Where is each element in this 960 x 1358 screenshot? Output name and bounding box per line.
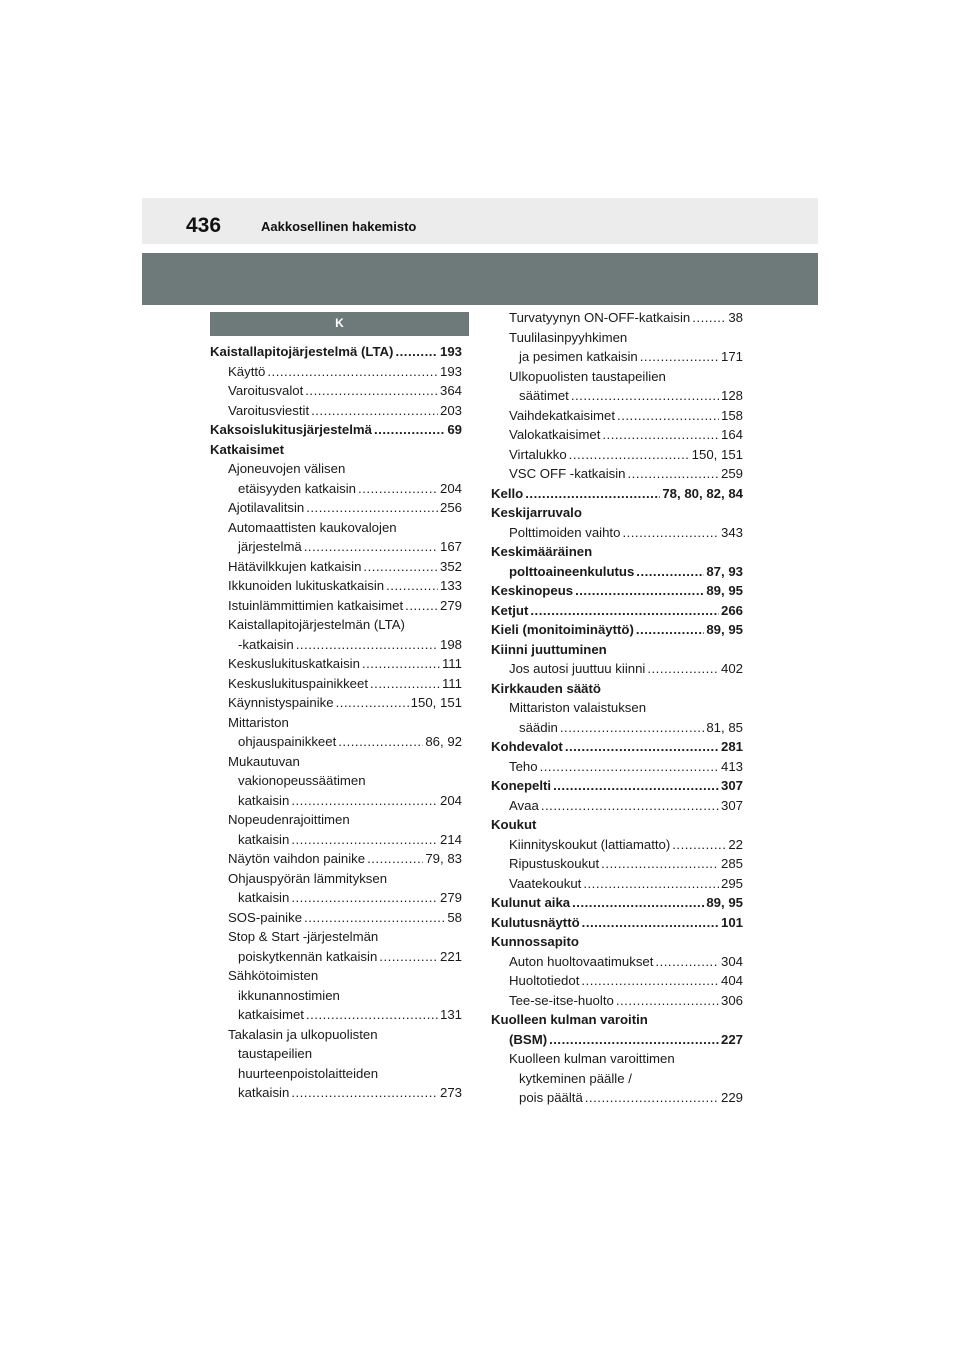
index-entry xyxy=(210,1064,462,1084)
index-term: katkaisin xyxy=(238,1085,290,1100)
index-entry xyxy=(210,732,462,752)
index-term: kytkeminen päälle / xyxy=(519,1070,632,1086)
dot-leader xyxy=(602,425,719,445)
index-entry xyxy=(210,615,462,635)
index-entry xyxy=(491,952,743,972)
index-letter-heading: K xyxy=(210,312,469,336)
page-reference: 229 xyxy=(720,1090,743,1105)
index-term: pois päältä xyxy=(519,1090,583,1105)
index-term: Vaatekoukut xyxy=(509,875,582,891)
page-reference: 203 xyxy=(439,402,462,418)
index-term: Ripustuskoukut xyxy=(509,856,600,871)
index-term: taustapeilien xyxy=(238,1046,313,1061)
index-term: Ohjauspyörän lämmityksen xyxy=(228,870,388,886)
index-term: Kello xyxy=(491,485,524,501)
page-reference: 78, 80, 82, 84 xyxy=(662,485,743,501)
page-reference: 221 xyxy=(439,948,462,964)
index-entry xyxy=(210,908,462,928)
index-term: Jos autosi juuttuu kiinni xyxy=(509,661,646,676)
index-entry xyxy=(210,479,462,499)
index-term: Kaistallapitojärjestelmän (LTA) xyxy=(228,617,405,632)
index-entry xyxy=(491,386,743,406)
dot-leader xyxy=(569,445,690,465)
index-term: Kohdevalot xyxy=(491,739,563,754)
dot-leader xyxy=(379,947,438,967)
index-entry xyxy=(491,815,743,835)
page-reference: 214 xyxy=(439,831,462,847)
page-reference: 279 xyxy=(439,890,462,905)
page-reference: 22 xyxy=(728,836,743,852)
dot-leader xyxy=(305,381,438,401)
page-reference: 285 xyxy=(720,856,743,871)
index-term: Mittariston valaistuksen xyxy=(509,700,647,715)
page-reference: 402 xyxy=(720,661,743,676)
dot-leader xyxy=(296,635,438,655)
page-reference: 158 xyxy=(720,407,743,423)
index-term: Teho xyxy=(509,758,538,774)
dot-leader xyxy=(655,952,719,972)
index-term: Varoitusviestit xyxy=(228,402,310,418)
index-term: Kaistallapitojärjestelmä (LTA) xyxy=(210,344,394,359)
index-entry xyxy=(491,406,743,426)
index-term: etäisyyden katkaisin xyxy=(238,480,357,496)
index-entry xyxy=(491,991,743,1011)
index-entry xyxy=(210,947,462,967)
index-entry xyxy=(491,757,743,777)
index-term: Keskuslukituspainikkeet xyxy=(228,675,369,691)
index-term: Käyttö xyxy=(228,363,266,379)
index-term: Tuulilasinpyyhkimen xyxy=(509,329,628,345)
index-entry xyxy=(210,420,462,440)
page-reference: 256 xyxy=(439,500,462,515)
page-reference: 38 xyxy=(728,310,743,325)
index-term: huurteenpoistolaitteiden xyxy=(238,1065,379,1081)
index-entry xyxy=(210,966,462,986)
dot-leader xyxy=(616,991,719,1011)
page-number: 436 xyxy=(186,214,222,237)
page-reference: 307 xyxy=(720,778,743,793)
page-reference: 89, 95 xyxy=(706,583,743,598)
page-reference: 307 xyxy=(720,797,743,813)
index-term: Mukautuvan xyxy=(228,753,300,769)
page-reference: 81, 85 xyxy=(706,719,743,735)
index-entry xyxy=(491,932,743,952)
dot-leader xyxy=(291,791,438,811)
index-term: katkaisimet xyxy=(238,1007,304,1022)
index-term: järjestelmä xyxy=(238,539,302,554)
index-entry xyxy=(491,484,743,504)
index-term: Keskimääräinen xyxy=(491,544,593,559)
dot-leader xyxy=(530,601,719,621)
index-term: (BSM) xyxy=(509,1031,548,1047)
index-term: Käynnistyspainike xyxy=(228,695,334,710)
index-entry xyxy=(210,381,462,401)
index-entry xyxy=(491,893,743,913)
dot-leader xyxy=(581,971,719,991)
page-reference: 164 xyxy=(720,427,743,442)
index-entry xyxy=(491,737,743,757)
page-reference: 167 xyxy=(439,539,462,554)
page-reference: 111 xyxy=(441,656,462,671)
dot-leader xyxy=(640,347,719,367)
index-entry xyxy=(491,796,743,816)
index-term: Koukut xyxy=(491,817,537,832)
index-term: Ketjut xyxy=(491,602,529,618)
dot-leader xyxy=(583,874,719,894)
index-term: säätimet xyxy=(519,388,569,403)
index-entry xyxy=(210,654,462,674)
index-entry xyxy=(491,913,743,933)
dot-leader xyxy=(525,484,660,504)
index-term: Keskinopeus xyxy=(491,583,574,598)
dot-leader xyxy=(560,718,704,738)
index-entry xyxy=(491,308,743,328)
index-entry xyxy=(210,362,462,382)
index-entry xyxy=(491,1049,743,1069)
index-term: vakionopeussäätimen xyxy=(238,773,366,788)
page-reference: 306 xyxy=(720,992,743,1008)
dot-leader xyxy=(672,835,726,855)
index-entry xyxy=(491,640,743,660)
dot-leader xyxy=(540,757,719,777)
dot-leader xyxy=(374,420,445,440)
index-term: Kiinni juuttuminen xyxy=(491,641,607,657)
index-term: katkaisin xyxy=(238,890,290,905)
page-reference: 111 xyxy=(441,675,462,691)
index-term: Automaattisten kaukovalojen xyxy=(228,519,397,535)
index-term: VSC OFF -katkaisin xyxy=(509,466,626,481)
index-entry xyxy=(491,347,743,367)
index-entry xyxy=(210,342,462,362)
index-entry xyxy=(210,869,462,889)
page-reference: 304 xyxy=(720,953,743,969)
index-term: Konepelti xyxy=(491,778,552,793)
index-term: Kunnossapito xyxy=(491,934,579,949)
page-reference: 69 xyxy=(447,422,462,437)
index-entry xyxy=(491,523,743,543)
page-reference: 413 xyxy=(720,758,743,774)
index-entry xyxy=(210,518,462,538)
dot-leader xyxy=(541,796,719,816)
index-entry xyxy=(491,620,743,640)
page-reference: 193 xyxy=(439,363,462,379)
index-term: Kuolleen kulman varoittimen xyxy=(509,1051,675,1066)
index-term: Kulunut aika xyxy=(491,895,571,910)
index-term: Katkaisimet xyxy=(210,441,285,457)
index-entry xyxy=(491,776,743,796)
index-entry xyxy=(210,986,462,1006)
index-entry xyxy=(210,791,462,811)
index-entry xyxy=(491,971,743,991)
index-entry xyxy=(491,503,743,523)
page-reference: 193 xyxy=(439,344,462,359)
index-term: Auton huoltovaatimukset xyxy=(509,953,654,969)
dot-leader xyxy=(336,693,409,713)
dot-leader xyxy=(571,386,719,406)
dot-leader xyxy=(636,562,704,582)
index-entry xyxy=(210,830,462,850)
index-term: ohjauspainikkeet xyxy=(238,734,337,749)
index-entry xyxy=(491,445,743,465)
dot-leader xyxy=(572,893,704,913)
dot-leader xyxy=(306,498,438,518)
page-reference: 204 xyxy=(439,792,462,808)
index-entry xyxy=(491,835,743,855)
dot-leader xyxy=(370,674,440,694)
dot-leader xyxy=(362,654,440,674)
index-term: Varoitusvalot xyxy=(228,383,304,398)
index-term: Nopeudenrajoittimen xyxy=(228,812,350,827)
index-term: Turvatyynyn ON-OFF-katkaisin xyxy=(509,310,691,325)
index-entry xyxy=(491,1069,743,1089)
index-entry xyxy=(491,1030,743,1050)
index-term: Kulutusnäyttö xyxy=(491,914,580,930)
page-reference: 58 xyxy=(447,909,462,925)
index-entry xyxy=(491,581,743,601)
index-term: -katkaisin xyxy=(238,636,294,652)
page-reference: 404 xyxy=(720,973,743,988)
decorative-band xyxy=(142,253,818,305)
index-term: Sähkötoimisten xyxy=(228,968,319,983)
index-term: Avaa xyxy=(509,797,539,813)
index-entry xyxy=(491,1010,743,1030)
page-reference: 101 xyxy=(720,914,743,930)
page-reference: 273 xyxy=(439,1085,462,1100)
index-term: polttoaineenkulutus xyxy=(509,563,635,579)
dot-leader xyxy=(549,1030,719,1050)
index-entry xyxy=(491,328,743,348)
index-term: Ajoneuvojen välisen xyxy=(228,461,346,476)
dot-leader xyxy=(291,888,438,908)
index-entry xyxy=(491,698,743,718)
index-entry xyxy=(491,874,743,894)
index-entry xyxy=(210,693,462,713)
dot-leader xyxy=(311,401,438,421)
index-entry xyxy=(210,674,462,694)
index-term: Vaihdekatkaisimet xyxy=(509,407,616,423)
index-entry xyxy=(210,596,462,616)
dot-leader xyxy=(291,1083,438,1103)
dot-leader xyxy=(553,776,719,796)
dot-leader xyxy=(582,913,719,933)
dot-leader xyxy=(358,479,438,499)
index-entry xyxy=(210,440,462,460)
index-term: Kiinnityskoukut (lattiamatto) xyxy=(509,836,671,852)
dot-leader xyxy=(304,908,445,928)
dot-leader xyxy=(304,537,438,557)
page-reference: 281 xyxy=(720,739,743,754)
page-reference: 352 xyxy=(439,558,462,574)
index-term: Keskijarruvalo xyxy=(491,505,582,520)
index-entry xyxy=(210,1025,462,1045)
index-term: Näytön vaihdon painike xyxy=(228,851,366,866)
index-term: Tee-se-itse-huolto xyxy=(509,992,614,1008)
index-entry xyxy=(210,401,462,421)
dot-leader xyxy=(386,576,438,596)
page-reference: 279 xyxy=(439,597,462,613)
index-term: ikkunannostimien xyxy=(238,987,340,1003)
index-entry xyxy=(210,713,462,733)
index-term: Ulkopuolisten taustapeilien xyxy=(509,368,666,384)
index-entry xyxy=(210,576,462,596)
index-term: Kieli (monitoiminäyttö) xyxy=(491,622,634,637)
dot-leader xyxy=(338,732,423,752)
dot-leader xyxy=(647,659,719,679)
index-term: ja pesimen katkaisin xyxy=(519,349,638,364)
index-term: Ajotilavalitsin xyxy=(228,500,305,515)
dot-leader xyxy=(363,557,438,577)
dot-leader xyxy=(601,854,719,874)
index-entry xyxy=(210,1005,462,1025)
dot-leader xyxy=(575,581,704,601)
index-term: Istuinlämmittimien katkaisimet xyxy=(228,597,404,613)
index-entry xyxy=(491,542,743,562)
index-entry xyxy=(491,679,743,699)
index-term: Kirkkauden säätö xyxy=(491,680,601,696)
index-term: SOS-painike xyxy=(228,909,303,925)
index-column-left xyxy=(210,342,462,1103)
page-reference: 87, 93 xyxy=(706,563,743,579)
index-entry xyxy=(210,1083,462,1103)
index-entry xyxy=(210,810,462,830)
index-entry xyxy=(491,854,743,874)
page-reference: 266 xyxy=(720,602,743,618)
page-reference: 131 xyxy=(439,1007,462,1022)
page-reference: 171 xyxy=(720,349,743,364)
page-reference: 89, 95 xyxy=(706,895,743,910)
index-term: säädin xyxy=(519,719,558,735)
index-entry xyxy=(491,718,743,738)
dot-leader xyxy=(692,308,726,328)
dot-leader xyxy=(367,849,423,869)
index-entry xyxy=(210,771,462,791)
index-term: Valokatkaisimet xyxy=(509,427,601,442)
header-bar xyxy=(142,198,818,244)
page-reference: 259 xyxy=(720,466,743,481)
page-reference: 86, 92 xyxy=(425,734,462,749)
index-entry xyxy=(210,1044,462,1064)
index-entry xyxy=(210,849,462,869)
page-reference: 295 xyxy=(720,875,743,891)
dot-leader xyxy=(617,406,719,426)
index-term: Mittariston xyxy=(228,714,289,730)
index-entry xyxy=(491,562,743,582)
index-term: Polttimoiden vaihto xyxy=(509,524,621,540)
page-reference: 79, 83 xyxy=(425,851,462,866)
dot-leader xyxy=(405,596,438,616)
page-reference: 133 xyxy=(439,578,462,593)
page-reference: 204 xyxy=(439,480,462,496)
index-term: Virtalukko xyxy=(509,446,567,462)
index-entry xyxy=(210,635,462,655)
page-reference: 150, 151 xyxy=(410,695,462,710)
dot-leader xyxy=(395,342,438,362)
index-term: Huoltotiedot xyxy=(509,973,580,988)
dot-leader xyxy=(565,737,719,757)
page-reference: 343 xyxy=(720,524,743,540)
page-reference: 364 xyxy=(439,383,462,398)
page-reference: 227 xyxy=(720,1031,743,1047)
index-term: Ikkunoiden lukituskatkaisin xyxy=(228,578,385,593)
page-reference: 128 xyxy=(720,388,743,403)
index-term: Takalasin ja ulkopuolisten xyxy=(228,1026,378,1042)
index-term: katkaisin xyxy=(238,792,290,808)
index-term: Kaksoislukitusjärjestelmä xyxy=(210,422,372,437)
page-reference: 150, 151 xyxy=(691,446,743,462)
index-entry xyxy=(491,425,743,445)
index-entry xyxy=(210,888,462,908)
index-column-right xyxy=(491,308,743,1108)
index-term: Hätävilkkujen katkaisin xyxy=(228,558,362,574)
index-entry xyxy=(491,601,743,621)
page-reference: 89, 95 xyxy=(706,622,743,637)
index-term: Keskuslukituskatkaisin xyxy=(228,656,360,671)
page-reference: 198 xyxy=(439,636,462,652)
index-entry xyxy=(491,367,743,387)
dot-leader xyxy=(585,1088,719,1108)
dot-leader xyxy=(291,830,438,850)
index-entry xyxy=(210,537,462,557)
index-entry xyxy=(210,927,462,947)
index-entry xyxy=(210,459,462,479)
section-title: Aakkosellinen hakemisto xyxy=(261,219,417,234)
index-entry xyxy=(210,752,462,772)
index-entry xyxy=(210,557,462,577)
dot-leader xyxy=(306,1005,438,1025)
dot-leader xyxy=(622,523,719,543)
index-entry xyxy=(210,498,462,518)
dot-leader xyxy=(636,620,704,640)
dot-leader xyxy=(628,464,719,484)
index-entry xyxy=(491,659,743,679)
index-entry xyxy=(491,1088,743,1108)
index-term: poiskytkennän katkaisin xyxy=(238,948,378,964)
index-term: Kuolleen kulman varoitin xyxy=(491,1012,648,1027)
dot-leader xyxy=(267,362,438,382)
index-term: Stop & Start -järjestelmän xyxy=(228,929,379,944)
index-entry xyxy=(491,464,743,484)
index-term: katkaisin xyxy=(238,831,290,847)
